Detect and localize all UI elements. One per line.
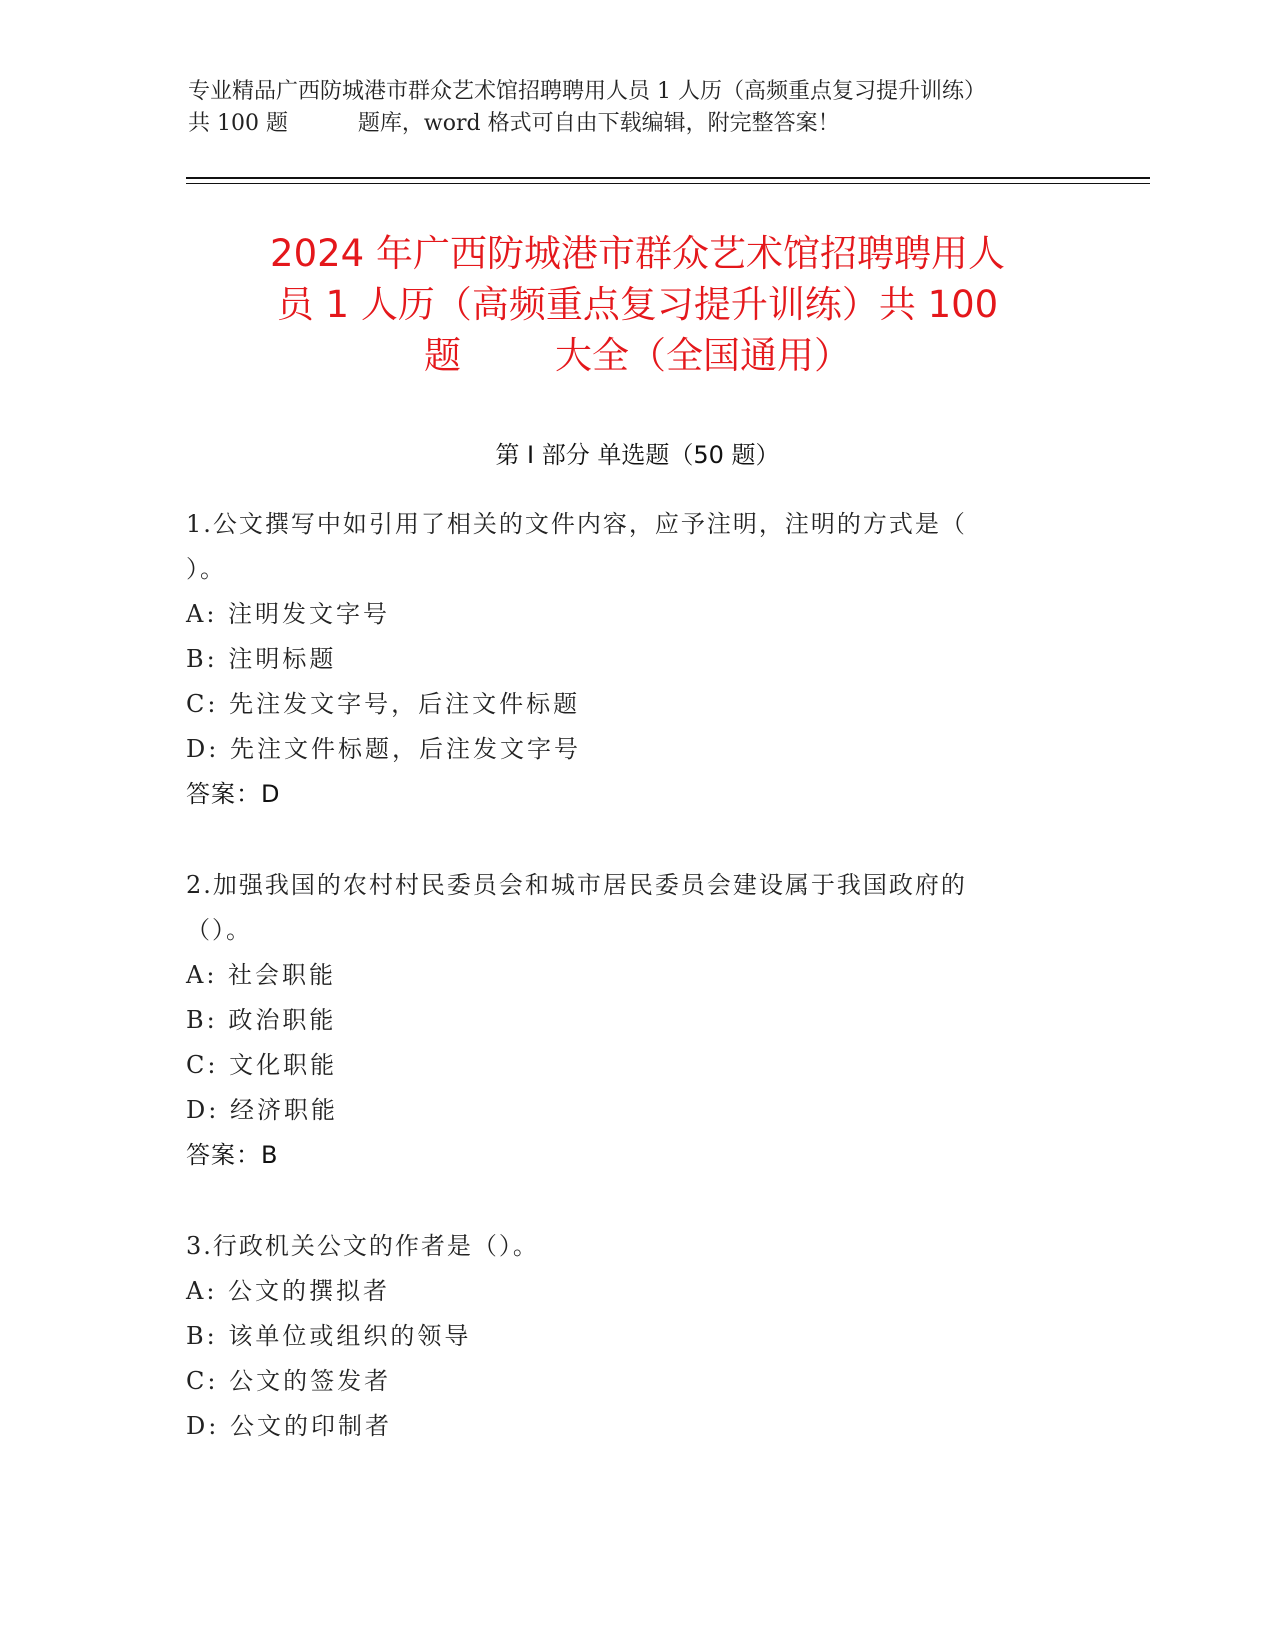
question-stem: 2.加强我国的农村村民委员会和城市居民委员会建设属于我国政府的 bbox=[186, 871, 967, 899]
option-b: B: 该单位或组织的领导 bbox=[186, 1322, 472, 1350]
section-title: 第 I 部分 单选题（50 题） bbox=[495, 441, 780, 469]
document-title bbox=[180, 228, 1095, 381]
option-c: C: 先注发文字号，后注文件标题 bbox=[186, 690, 581, 718]
option-d: D: 经济职能 bbox=[186, 1096, 338, 1124]
question-3 bbox=[186, 1224, 1086, 1449]
header-divider-thin bbox=[186, 183, 1150, 184]
question-stem: 3.行政机关公文的作者是（）。 bbox=[186, 1232, 539, 1260]
header-line-1: 专业精品广西防城港市群众艺术馆招聘聘用人员 1 人历（高频重点复习提升训练） bbox=[188, 79, 986, 104]
option-c: C: 文化职能 bbox=[186, 1051, 338, 1079]
option-a: A: 社会职能 bbox=[186, 961, 337, 989]
title-line-1: 2024 年广西防城港市群众艺术馆招聘聘用人 bbox=[270, 232, 1005, 275]
option-b: B: 政治职能 bbox=[186, 1006, 337, 1034]
question-stem-continued: ）。 bbox=[186, 555, 226, 583]
document-header-note bbox=[188, 76, 1088, 140]
option-b: B: 注明标题 bbox=[186, 645, 337, 673]
option-a: A: 公文的撰拟者 bbox=[186, 1277, 391, 1305]
option-c: C: 公文的签发者 bbox=[186, 1367, 392, 1395]
option-d: D: 公文的印制者 bbox=[186, 1412, 392, 1440]
header-divider-thick bbox=[186, 177, 1150, 179]
option-d: D: 先注文件标题，后注发文字号 bbox=[186, 735, 581, 763]
header-line-2: 共 100 题 题库，word 格式可自由下载编辑，附完整答案！ bbox=[188, 111, 840, 136]
question-2 bbox=[186, 863, 1086, 1178]
question-1 bbox=[186, 502, 1086, 817]
question-stem: 1.公文撰写中如引用了相关的文件内容，应予注明，注明的方式是（ bbox=[186, 510, 967, 538]
answer: 答案：B bbox=[186, 1141, 279, 1169]
question-stem-continued: （）。 bbox=[186, 916, 252, 944]
answer: 答案：D bbox=[186, 780, 281, 808]
title-line-3: 题 大全（全国通用） bbox=[423, 334, 852, 377]
option-a: A: 注明发文字号 bbox=[186, 600, 391, 628]
title-line-2: 员 1 人历（高频重点复习提升训练）共 100 bbox=[276, 283, 999, 326]
